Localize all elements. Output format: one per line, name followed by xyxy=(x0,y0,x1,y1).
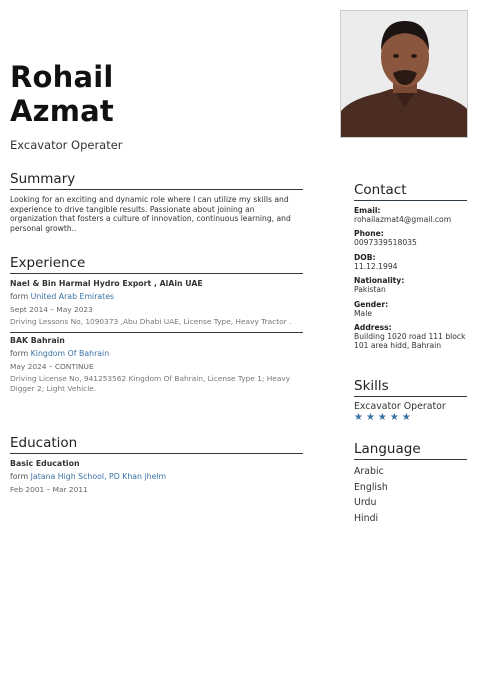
language-item: Hindi xyxy=(354,512,379,524)
education-dates: Feb 2001 – Mar 2011 xyxy=(10,485,88,494)
nationality-label: Nationality: xyxy=(354,276,405,286)
education-section xyxy=(10,435,303,494)
language-section xyxy=(354,441,467,526)
email-value: rohailazmat4@gmail.com xyxy=(354,215,452,224)
education-school: Jatana High School, PD Khan jhelm xyxy=(30,472,167,481)
experience-dates: Sept 2014 – May 2023 xyxy=(10,305,93,314)
experience-item xyxy=(10,336,303,393)
skills-heading: Skills xyxy=(354,378,467,397)
experience-divider xyxy=(10,332,303,333)
experience-company: Nael & Bin Harmal Hydro Export , AlAin UAE xyxy=(10,279,203,288)
contact-heading: Contact xyxy=(354,182,467,201)
gender-value: Male xyxy=(354,308,372,318)
nationality-value: Pakistan xyxy=(354,285,386,295)
first-name: Rohail xyxy=(10,60,114,94)
experience-dates: May 2024 – CONTINUE xyxy=(10,362,94,372)
experience-location-line xyxy=(10,292,303,301)
experience-item xyxy=(10,279,303,326)
email-label: Email: xyxy=(354,206,381,215)
summary-text: Looking for an exciting and dynamic role where I can utilize my skills and experience to drive tangible results. Passionate about joining an organization that fosters a culture of innovation, continuous learning, and personal growth.. xyxy=(10,195,291,233)
job-title: Excavator Operater xyxy=(10,138,123,152)
dob-label: DOB: xyxy=(354,252,376,262)
experience-description: Driving Lessons No, 1090373 ,Abu Dhabi UAE, License Type, Heavy Tractor . xyxy=(10,317,292,326)
language-item: Arabic xyxy=(354,466,384,477)
language-list xyxy=(354,464,467,526)
experience-company: BAK Bahrain xyxy=(10,336,65,346)
language-item: English xyxy=(354,481,388,493)
phone-value: 0097339518035 xyxy=(354,238,417,248)
experience-section xyxy=(10,255,303,393)
address-label: Address: xyxy=(354,323,392,333)
experience-description: Driving License No, 941253562 Kingdom Of Bahrain, License Type 1; Heavy Digger 2; Light Vehicle. xyxy=(10,374,291,393)
summary-heading: Summary xyxy=(10,171,303,190)
from-label: form xyxy=(10,472,31,481)
candidate-name xyxy=(10,60,114,128)
from-label: form xyxy=(10,292,31,301)
address-value: Building 1020 road 111 block 101 area hidd, Bahrain xyxy=(354,332,466,351)
contact-section xyxy=(354,182,467,351)
education-heading: Education xyxy=(10,435,303,454)
skills-section xyxy=(354,378,467,424)
summary-section xyxy=(10,171,303,233)
from-label: form xyxy=(10,349,31,359)
dob-value: 11.12.1994 xyxy=(354,261,398,271)
phone-label: Phone: xyxy=(354,229,384,239)
gender-label: Gender: xyxy=(354,299,389,309)
language-item: Urdu xyxy=(354,497,377,508)
education-school-line xyxy=(10,472,303,481)
skill-rating-stars: ★★★★★ xyxy=(354,412,414,423)
skill-name: Excavator Operator xyxy=(354,401,446,412)
education-item xyxy=(10,459,303,494)
experience-heading: Experience xyxy=(10,255,303,274)
profile-photo xyxy=(340,10,468,138)
last-name: Azmat xyxy=(10,94,114,128)
language-heading: Language xyxy=(354,441,467,460)
experience-location-line xyxy=(10,349,303,358)
experience-location: United Arab Emirates xyxy=(30,292,115,301)
portrait-image xyxy=(341,11,468,138)
education-degree: Basic Education xyxy=(10,459,80,468)
experience-location: Kingdom Of Bahrain xyxy=(30,349,110,359)
